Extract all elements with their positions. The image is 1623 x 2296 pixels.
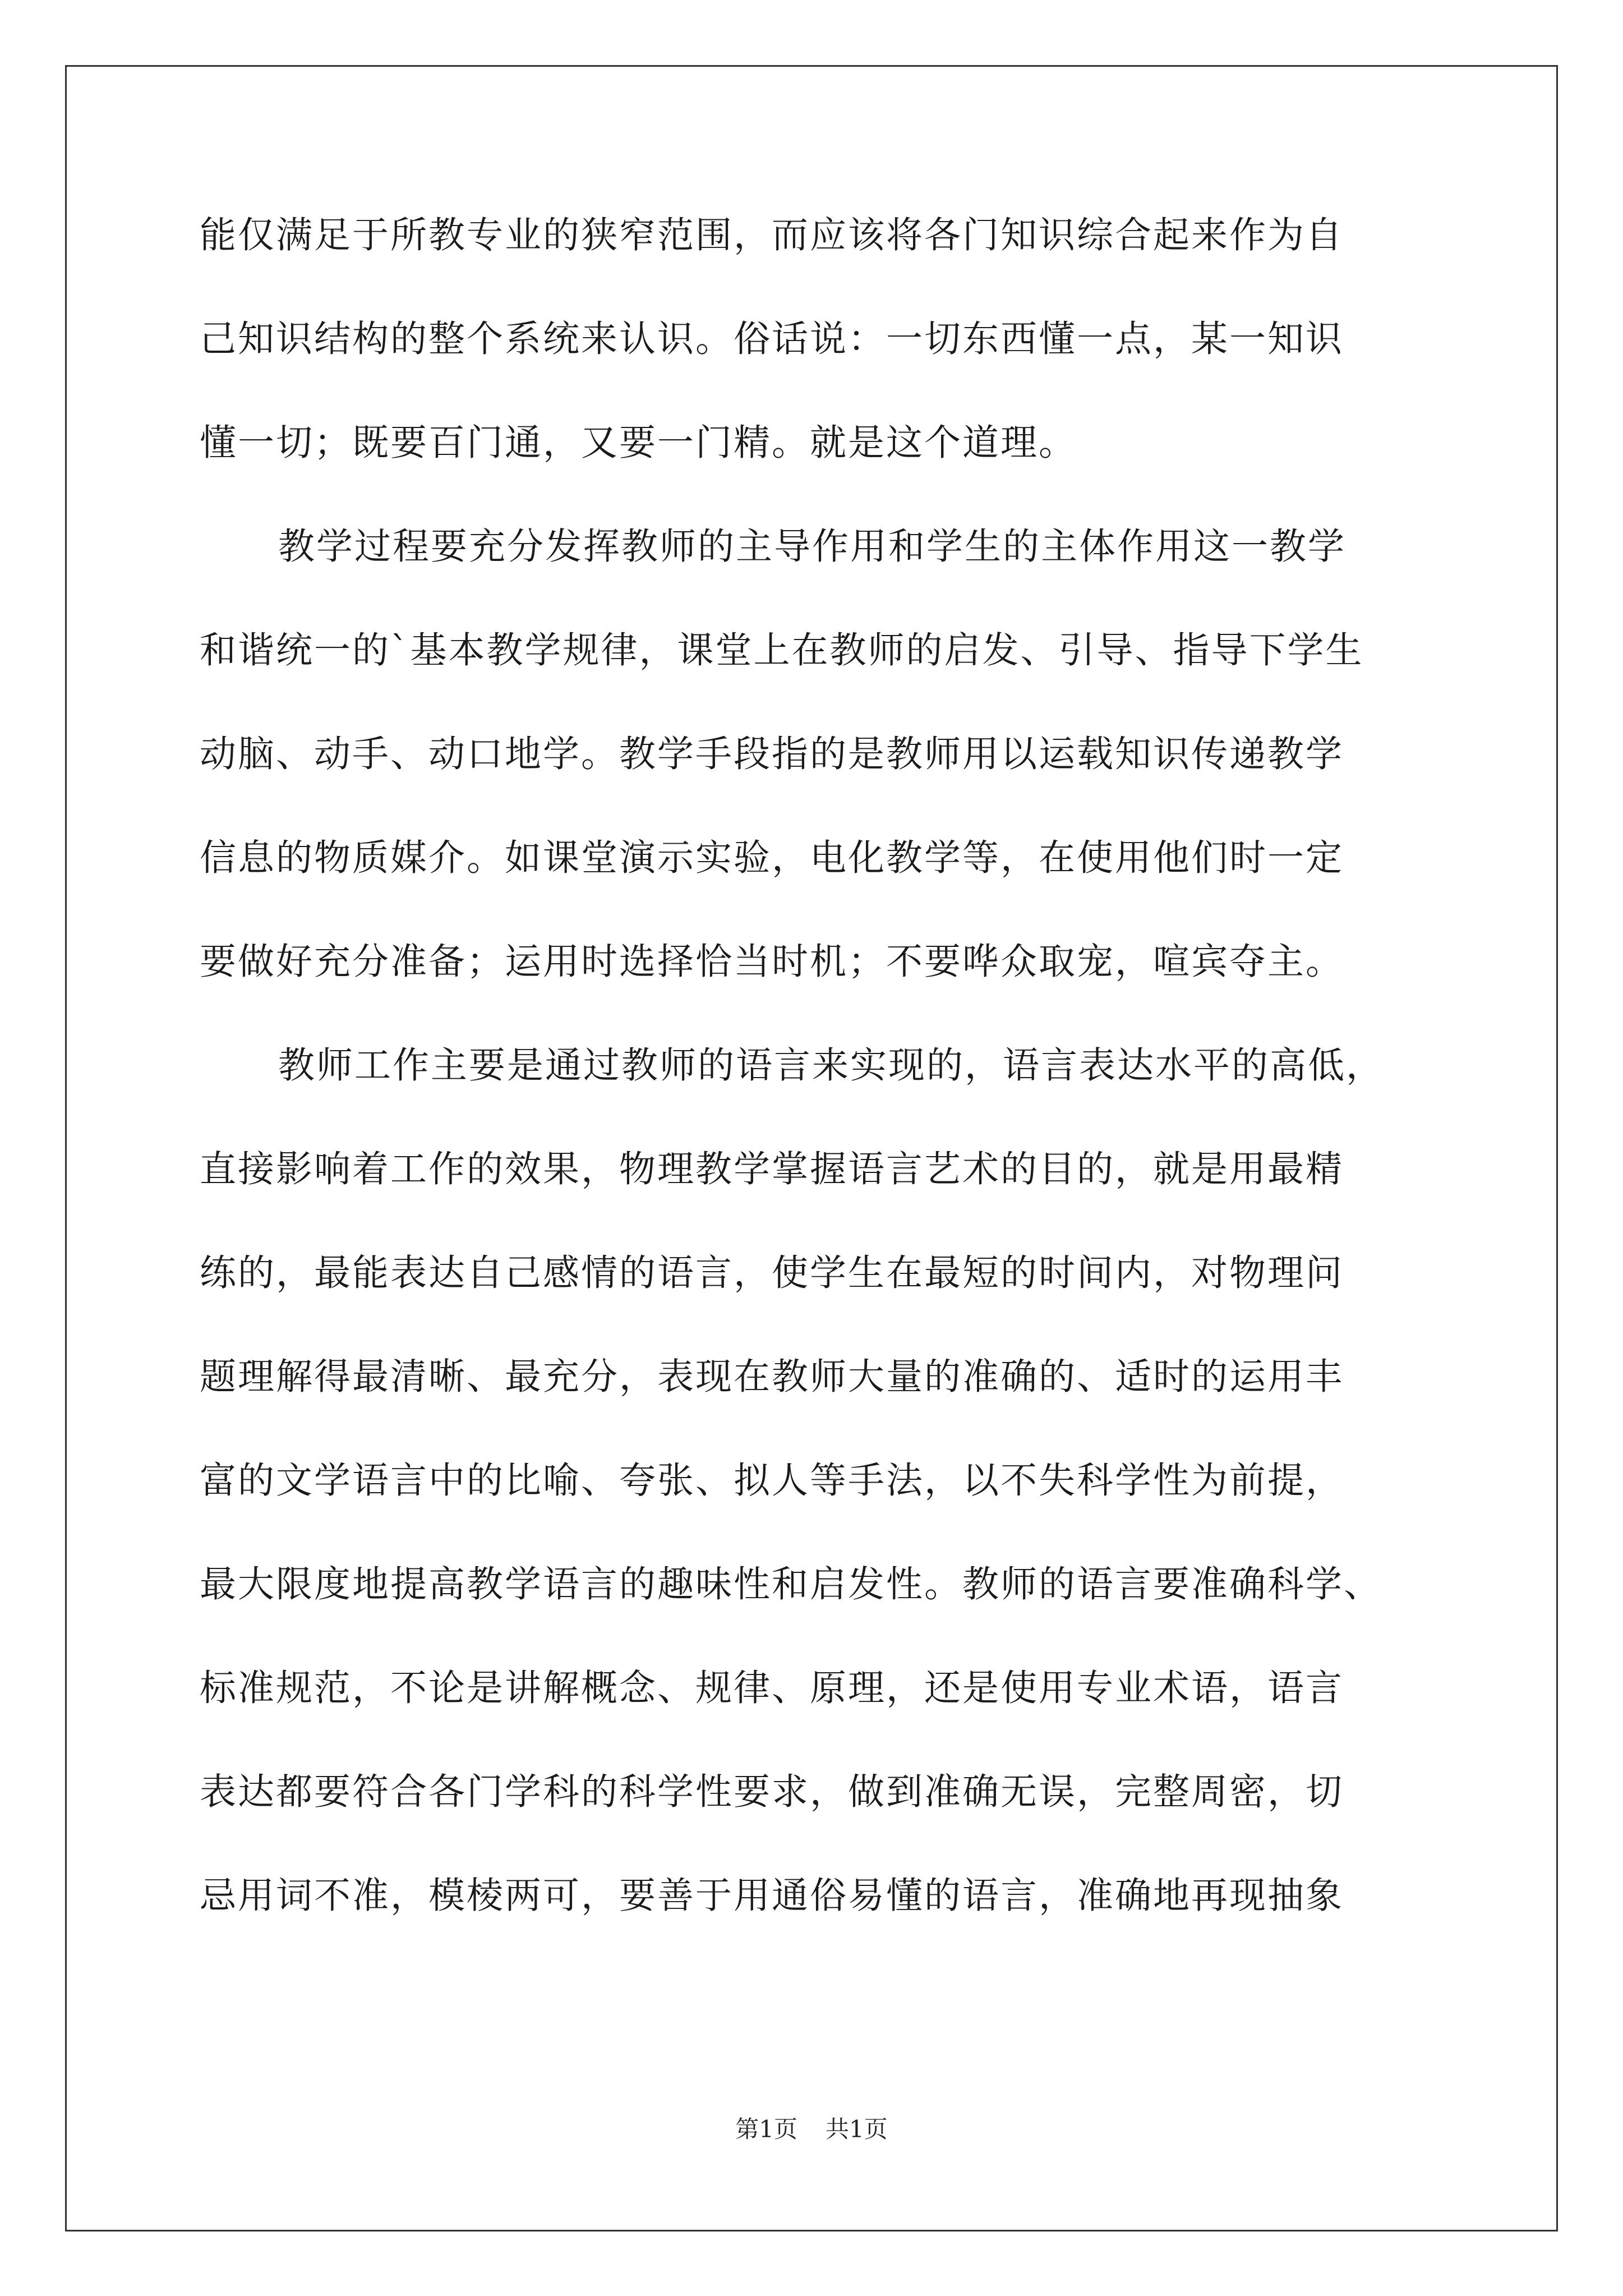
text-line: 懂一切；既要百门通，又要一门精。就是这个道理。 [200,422,1077,464]
text-line: 要做好充分准备；运用时选择恰当时机；不要哗众取宠，喧宾夺主。 [200,941,1344,983]
text-line: 练的，最能表达自己感情的语言，使学生在最短的时间内，对物理问 [200,1252,1344,1294]
page-total: 共1页 [826,2115,888,2143]
text-line: 和谐统一的`基本教学规律，课堂上在教师的启发、引导、指导下学生 [200,629,1364,671]
text-line: 标准规范，不论是讲解概念、规律、原理，还是使用专业术语，语言 [200,1667,1344,1709]
text-line: 直接影响着工作的效果，物理教学掌握语言艺术的目的，就是用最精 [200,1148,1344,1190]
text-line: 题理解得最清晰、最充分，表现在教师大量的准确的、适时的运用丰 [200,1356,1344,1398]
paragraph-start-line: 教师工作主要是通过教师的语言来实现的，语言表达水平的高低， [278,1045,1385,1087]
page-number: 第1页 [735,2115,797,2143]
text-line: 动脑、动手、动口地学。教学手段指的是教师用以运载知识传递教学 [200,733,1344,775]
page-footer [0,2113,1623,2146]
text-line: 最大限度地提高教学语言的趣味性和启发性。教师的语言要准确科学、 [200,1563,1382,1605]
text-line: 能仅满足于所教专业的狭窄范围，而应该将各门知识综合起来作为自 [200,214,1344,256]
text-line: 忌用词不准，模棱两可，要善于用通俗易懂的语言，准确地再现抽象 [200,1875,1344,1917]
text-line: 富的文学语言中的比喻、夸张、拟人等手法，以不失科学性为前提， [200,1460,1344,1502]
text-line: 己知识结构的整个系统来认识。俗话说：一切东西懂一点，某一知识 [200,318,1344,360]
text-line: 表达都要符合各门学科的科学性要求，做到准确无误，完整周密，切 [200,1771,1344,1813]
text-line: 信息的物质媒介。如课堂演示实验，电化教学等，在使用他们时一定 [200,837,1344,879]
document-body [200,208,1431,1972]
paragraph-start-line: 教学过程要充分发挥教师的主导作用和学生的主体作用这一教学 [278,526,1347,568]
